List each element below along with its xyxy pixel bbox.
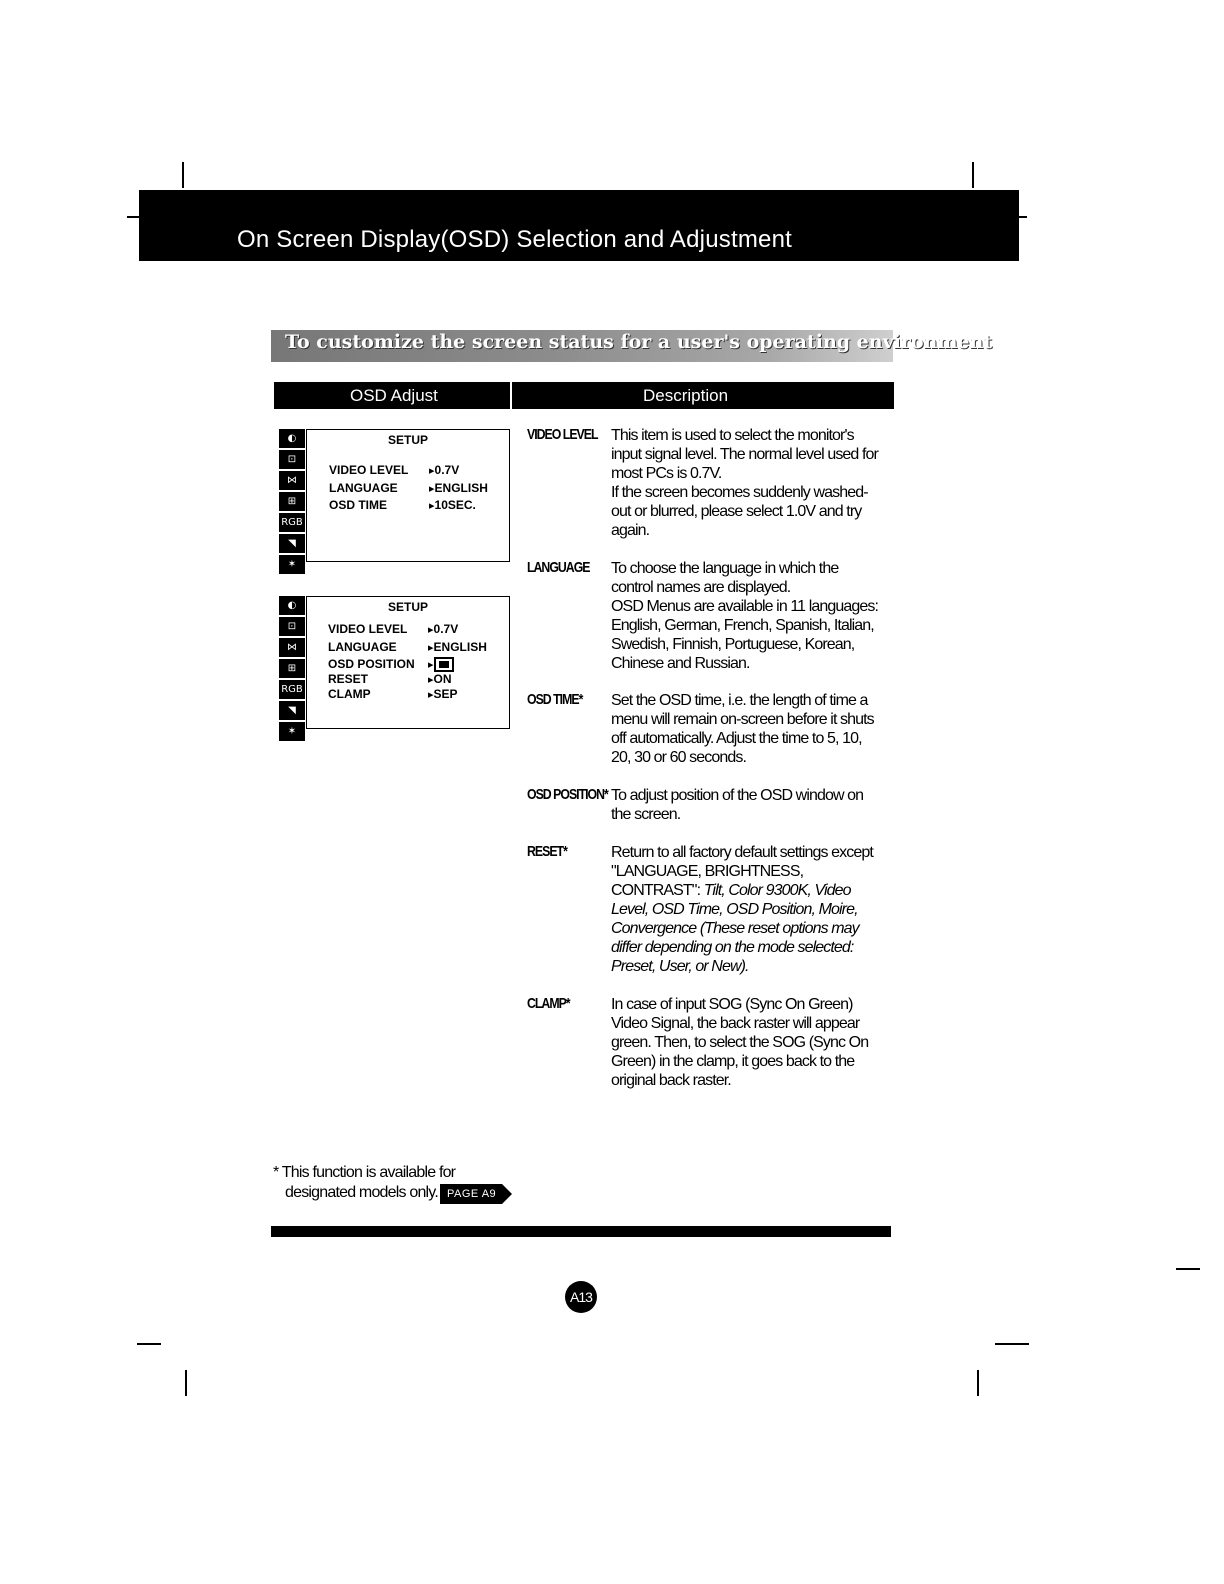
- osd-row-value: [428, 657, 454, 672]
- page-number-badge: A13: [565, 1281, 597, 1313]
- desc-italic-text: Tilt, Color 9300K, Video Level, OSD Time, OSD Position, Moire, Convergence (These reset options may differ depending on the mode selected: Preset, User, or New).: [611, 882, 859, 975]
- osd-row-value: ▸ ENGLISH: [428, 640, 487, 654]
- term-reset: RESET*: [527, 843, 567, 860]
- crop-mark: [127, 216, 139, 218]
- osd-row-value: ▸ 10SEC.: [429, 498, 476, 512]
- desc-osd-position: [611, 786, 883, 824]
- desc-clamp: [611, 995, 883, 1090]
- column-head-label: Description: [643, 386, 729, 405]
- brightness-icon: ◐: [279, 429, 305, 448]
- geometry-icon: ⊡: [279, 450, 305, 469]
- osd-row-label: LANGUAGE: [329, 481, 398, 495]
- desc-text: Return to all factory default settings except "LANGUAGE, BRIGHTNESS, CONTRAST":: [611, 844, 873, 899]
- footnote-line: * This function is available for: [273, 1164, 456, 1181]
- desc-paragraph: To adjust position of the OSD window on the screen.: [611, 787, 864, 823]
- column-head-osd-adjust: [274, 382, 510, 409]
- osd-row-label: VIDEO LEVEL: [329, 463, 409, 477]
- header-bar: [139, 190, 1019, 261]
- crop-mark: [1176, 1268, 1200, 1270]
- crop-mark: [182, 162, 184, 188]
- desc-paragraph: Set the OSD time, i.e. the length of time a menu will remain on-screen before it shuts off automatically. Adjust the time to 5, 10, 20, 30 or 60 seconds.: [611, 692, 874, 766]
- footnote-line: designated models only.: [285, 1183, 438, 1201]
- desc-paragraph: [611, 843, 883, 976]
- crop-mark: [995, 1343, 1029, 1345]
- desc-paragraph: This item is used to select the monitor's input signal level. The normal level used for most PCs is 0.7V.: [611, 427, 878, 482]
- desc-reset: [611, 843, 883, 976]
- osd-row-label: VIDEO LEVEL: [328, 622, 408, 636]
- osd-menu-box: [306, 429, 510, 562]
- osd-row-label: OSD TIME: [329, 498, 388, 512]
- desc-paragraph: OSD Menus are available in 11 languages: English, German, French, Spanish, Italian, Swedish, Finnish, Portuguese, Korean, Chinese and Russian.: [611, 598, 879, 672]
- size-icon: ⋈: [279, 638, 305, 657]
- term-osd-position: OSD POSITION*: [527, 786, 608, 803]
- section-banner-text: To customize the screen status for a user's operating environment: [285, 331, 993, 353]
- term-osd-time: OSD TIME*: [527, 691, 583, 708]
- size-icon: ⋈: [279, 471, 305, 490]
- osd-position-icon: [434, 657, 454, 672]
- osd-panel-2: [279, 596, 510, 737]
- desc-paragraph: In case of input SOG (Sync On Green) Video Signal, the back raster will appear green. Then, to select the SOG (Sync On Green) in the clamp, it goes back to the original back raster.: [611, 996, 869, 1089]
- corner-icon: ◥: [279, 701, 305, 720]
- term-video-level: VIDEO LEVEL: [527, 426, 598, 443]
- page-reference-link[interactable]: PAGE A9: [440, 1184, 502, 1204]
- setup-icon: ✶: [279, 555, 305, 574]
- term-language: LANGUAGE: [527, 559, 590, 576]
- osd-row-label: LANGUAGE: [328, 640, 397, 654]
- osd-row-label: OSD POSITION: [328, 657, 415, 671]
- osd-icon-strip: [279, 596, 305, 743]
- desc-paragraph: To choose the language in which the control names are displayed.: [611, 560, 839, 596]
- osd-icon-strip: [279, 429, 305, 576]
- section-banner: [271, 330, 993, 362]
- brightness-icon: ◐: [279, 596, 305, 615]
- osd-menu-title: SETUP: [387, 600, 428, 614]
- osd-row-label: CLAMP: [328, 687, 371, 701]
- osd-row-value: ▸ ENGLISH: [429, 481, 488, 495]
- rgb-icon: RGB: [279, 680, 305, 699]
- geometry-icon: ⊡: [279, 617, 305, 636]
- osd-panel-1: [279, 429, 510, 570]
- osd-menu-title: SETUP: [387, 433, 428, 447]
- column-head-label: OSD Adjust: [350, 386, 438, 405]
- osd-menu-box: [306, 596, 510, 729]
- column-head-description: [512, 382, 894, 409]
- desc-paragraph: If the screen becomes suddenly washed-out or blurred, please select 1.0V and try again.: [611, 484, 868, 539]
- corner-icon: ◥: [279, 534, 305, 553]
- osd-row-value: ▸ ON: [428, 672, 452, 686]
- setup-icon: ✶: [279, 722, 305, 741]
- desc-video-level: [611, 426, 883, 540]
- osd-row-value: ▸ SEP: [428, 687, 458, 701]
- desc-osd-time: [611, 691, 883, 767]
- crop-mark: [137, 1343, 161, 1345]
- bottom-rule: [271, 1226, 891, 1237]
- rgb-icon: RGB: [279, 513, 305, 532]
- footnote: [273, 1163, 455, 1202]
- term-clamp: CLAMP*: [527, 995, 570, 1012]
- desc-language: [611, 559, 883, 673]
- page-title: On Screen Display(OSD) Selection and Adjustment: [237, 226, 792, 253]
- osd-row-value: ▸ 0.7V: [429, 463, 459, 477]
- position-icon: ⊞: [279, 492, 305, 511]
- crop-mark: [972, 162, 974, 188]
- position-icon: ⊞: [279, 659, 305, 678]
- crop-mark: [1019, 216, 1027, 218]
- crop-mark: [977, 1370, 979, 1396]
- osd-row-label: RESET: [328, 672, 369, 686]
- osd-row-value: ▸ 0.7V: [428, 622, 458, 636]
- crop-mark: [185, 1370, 187, 1396]
